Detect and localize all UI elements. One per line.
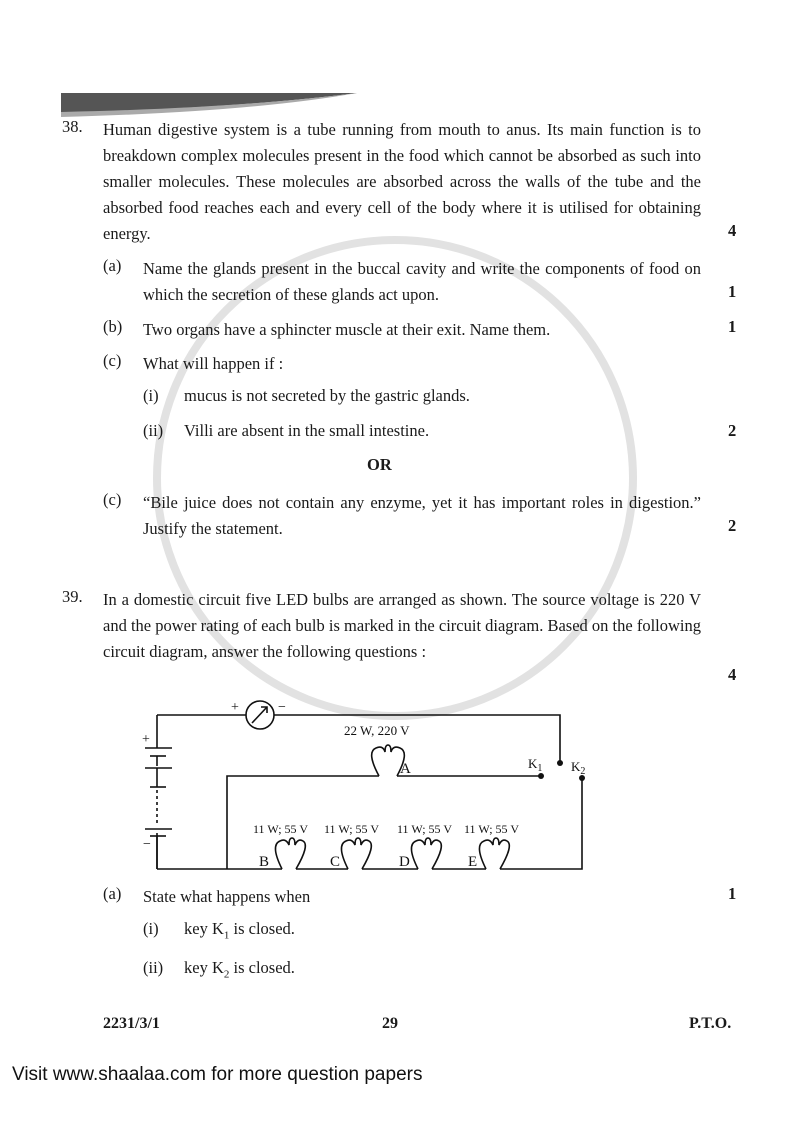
part-label: (a) xyxy=(103,884,122,903)
bulb-e-label: E xyxy=(468,854,478,870)
bulb-a-label: A xyxy=(400,761,411,777)
battery-minus: − xyxy=(143,837,151,852)
part-label: (c) xyxy=(103,351,122,370)
part-label: (b) xyxy=(103,317,123,336)
switch-pivot xyxy=(557,760,563,766)
page-number: 29 xyxy=(382,1015,398,1032)
k1-label: $K_1$ xyxy=(528,756,543,774)
subpart-label: (i) xyxy=(143,386,159,405)
part-text: What will happen if : xyxy=(143,354,284,373)
paper-code: 2231/3/1 xyxy=(103,1015,160,1032)
subpart-label: (i) xyxy=(143,919,159,938)
subpart-text: key $K_2$ is closed. xyxy=(184,958,295,981)
ammeter xyxy=(246,701,274,729)
ammeter-minus: − xyxy=(278,700,286,715)
ammeter-plus: + xyxy=(231,700,239,715)
bulb-c-rating: 11 W; 55 V xyxy=(324,822,380,836)
part-text: Name the glands present in the buccal cavity and write the components of food on which the secretion of these glands act upon. xyxy=(143,259,701,304)
bulb-e xyxy=(479,838,509,869)
part-label: (c) xyxy=(103,490,122,509)
marks: 2 xyxy=(728,516,737,535)
bulb-a-rating: 22 W, 220 V xyxy=(344,723,410,738)
part-text: State what happens when xyxy=(143,887,311,906)
marks: 1 xyxy=(728,884,737,903)
part-text: “Bile juice does not contain any enzyme, yet it has important roles in digestion.” Justify the statement. xyxy=(143,493,701,538)
subpart-text: mucus is not secreted by the gastric glands. xyxy=(184,386,470,405)
marks: 1 xyxy=(728,317,737,336)
bulb-d-rating: 11 W; 55 V xyxy=(397,822,453,836)
subpart-text: key $K_1$ is closed. xyxy=(184,919,295,942)
bulb-c-label: C xyxy=(330,854,341,870)
subpart-label: (ii) xyxy=(143,958,164,977)
bulb-d xyxy=(411,838,441,869)
part-text: Two organs have a sphincter muscle at their exit. Name them. xyxy=(143,320,551,339)
battery-plus: + xyxy=(142,732,150,747)
question-number: 38. xyxy=(62,117,83,136)
bulb-d-label: D xyxy=(399,854,410,870)
bulb-e-rating: 11 W; 55 V xyxy=(464,822,520,836)
bulb-c xyxy=(341,838,371,869)
bulb-b-rating: 11 W; 55 V xyxy=(253,822,309,836)
marks: 2 xyxy=(728,421,737,440)
bulb-b-label: B xyxy=(259,854,270,870)
question-text: Human digestive system is a tube running from mouth to anus. Its main function is to breakdown complex molecules present in the food which cannot be absorbed as such into smaller molecules. These molecules are absorbed across the walls of the tube and the absorbed food reaches each and every cell of the body where it is utilised for obtaining energy. xyxy=(103,120,701,243)
subpart-label: (ii) xyxy=(143,421,164,440)
marks: 1 xyxy=(728,282,737,301)
visit-banner: Visit www.shaalaa.com for more question papers xyxy=(12,1064,423,1085)
subpart-text: Villi are absent in the small intestine. xyxy=(184,421,430,440)
k2-label: $K_2$ xyxy=(571,759,586,777)
part-label: (a) xyxy=(103,256,122,275)
or-separator: OR xyxy=(367,455,392,474)
bulb-b xyxy=(275,838,305,869)
marks: 4 xyxy=(728,665,737,684)
question-text: In a domestic circuit five LED bulbs are arranged as shown. The source voltage is 220 V and the power rating of each bulb is marked in the circuit diagram. Based on the following circuit diagram, answer the following questions : xyxy=(103,590,701,661)
marks: 4 xyxy=(728,221,737,240)
question-number: 39. xyxy=(62,587,83,606)
pto-label: P.T.O. xyxy=(689,1015,732,1032)
